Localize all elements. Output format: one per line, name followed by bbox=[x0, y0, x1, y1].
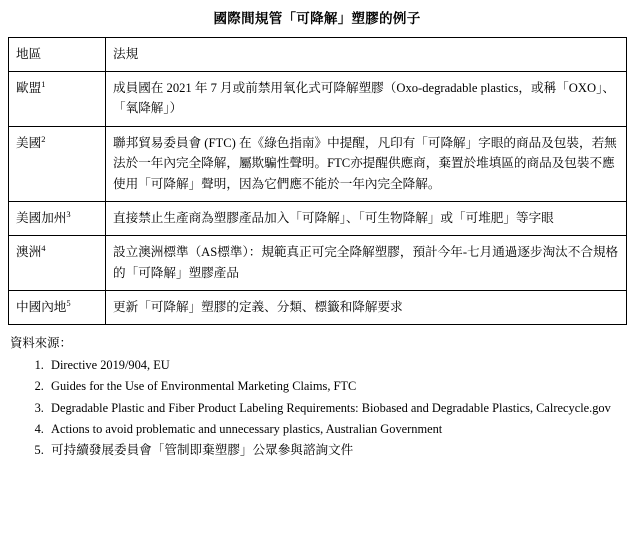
law-cell: 成員國在 2021 年 7 月或前禁用氧化式可降解塑膠（Oxo-degradable plastics，或稱「OXO」、「氧降解」） bbox=[106, 71, 627, 126]
column-header-region: 地區 bbox=[9, 37, 106, 71]
table-body bbox=[9, 37, 627, 325]
list-item: 3. Degradable Plastic and Fiber Product Labeling Requirements: Biobased and Degradable Plastics, Calrecycle.gov bbox=[47, 398, 626, 419]
region-cell bbox=[9, 236, 106, 291]
region-name: 中國內地 bbox=[16, 300, 67, 315]
region-name: 澳洲 bbox=[16, 245, 42, 260]
list-item: 4. Actions to avoid problematic and unnecessary plastics, Australian Government bbox=[47, 419, 626, 440]
law-cell: 更新「可降解」塑膠的定義、分類、標籤和降解要求 bbox=[106, 291, 627, 325]
footnote-marker: 3 bbox=[66, 208, 71, 219]
region-name: 美國 bbox=[16, 135, 42, 150]
column-header-law: 法規 bbox=[106, 37, 627, 71]
table-row bbox=[9, 126, 627, 201]
sources-label: 資料來源： bbox=[10, 336, 72, 351]
table-header-row bbox=[9, 37, 627, 71]
regulations-table bbox=[8, 37, 627, 326]
law-cell: 聯邦貿易委員會 (FTC) 在《綠色指南》中提醒，凡印有「可降解」字眼的商品及包裝，若無法於一年內完全降解，屬欺騙性聲明。FTC亦提醒供應商，棄置於堆填區的商品及包裝不應使用「可降解」聲明，因為它們應不能於一年內完全降解。 bbox=[106, 126, 627, 201]
table-row bbox=[9, 236, 627, 291]
footnote-marker: 4 bbox=[41, 243, 46, 254]
region-cell bbox=[9, 291, 106, 325]
list-item: 5. 可持續發展委員會「管制即棄塑膠」公眾參與諮詢文件 bbox=[47, 440, 626, 462]
region-cell bbox=[9, 126, 106, 201]
region-name: 美國加州 bbox=[16, 210, 67, 225]
list-item: 1. Directive 2019/904, EU bbox=[47, 355, 626, 376]
table-row bbox=[9, 71, 627, 126]
footnote-marker: 5 bbox=[66, 297, 71, 308]
list-item: 2. Guides for the Use of Environmental Marketing Claims, FTC bbox=[47, 376, 626, 397]
law-cell: 直接禁止生產商為塑膠產品加入「可降解」、「可生物降解」或「可堆肥」等字眼 bbox=[106, 201, 627, 235]
law-cell: 設立澳洲標準（AS標準）：規範真正可完全降解塑膠，預計今年-七月通過逐步淘汰不合規格的「可降解」塑膠產品 bbox=[106, 236, 627, 291]
region-cell bbox=[9, 201, 106, 235]
sources-list bbox=[8, 355, 626, 462]
footnote-marker: 2 bbox=[41, 133, 46, 144]
region-name: 歐盟 bbox=[16, 80, 42, 95]
table-row bbox=[9, 291, 627, 325]
table-row bbox=[9, 201, 627, 235]
region-cell bbox=[9, 71, 106, 126]
page-title: 國際間規管「可降解」塑膠的例子 bbox=[213, 11, 421, 26]
footnote-marker: 1 bbox=[41, 78, 46, 89]
